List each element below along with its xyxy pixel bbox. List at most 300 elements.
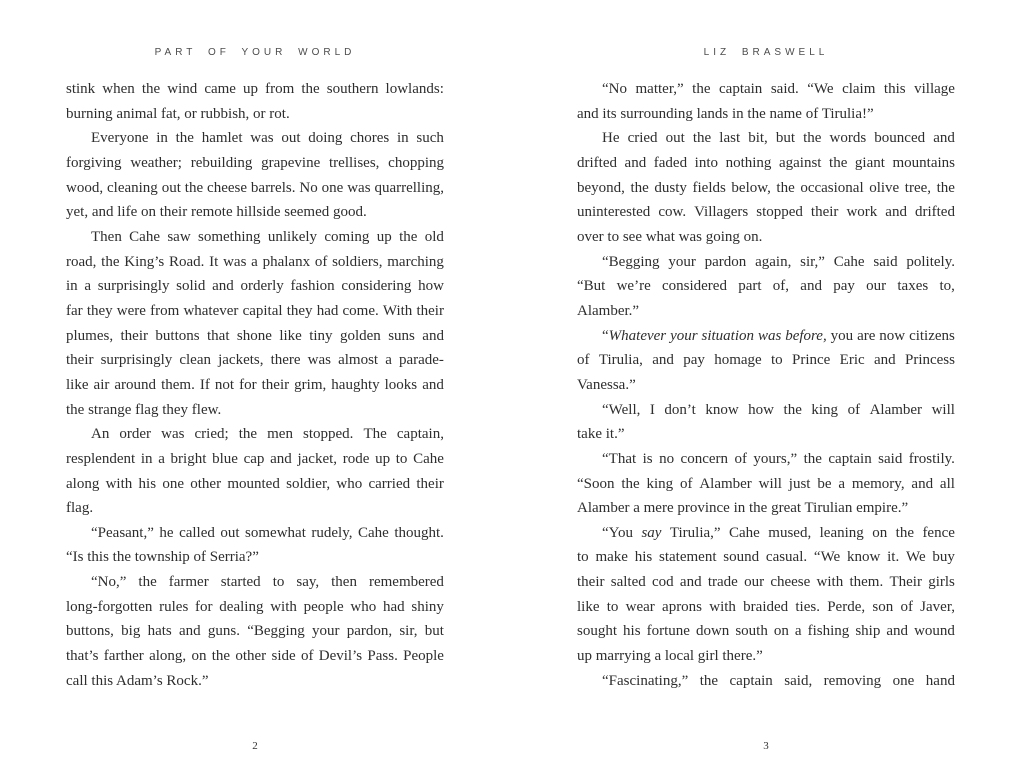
text-run: pay	[683, 352, 705, 369]
word	[830, 126, 867, 151]
text-run: “No	[602, 81, 627, 97]
word	[161, 422, 184, 447]
text-run: was	[223, 253, 247, 270]
word	[602, 250, 660, 275]
word	[824, 669, 882, 694]
word	[425, 619, 444, 644]
text-run: captain	[719, 81, 763, 97]
word	[905, 348, 955, 373]
word	[301, 77, 319, 102]
word	[385, 348, 392, 373]
text-run: son	[872, 598, 894, 615]
text-line	[577, 250, 955, 275]
word	[602, 669, 688, 694]
text-run: call this Adam’s Rock.”	[66, 672, 209, 689]
text-run: thought.	[394, 524, 444, 541]
text-run: buttons	[155, 327, 200, 344]
word	[647, 619, 690, 644]
word	[304, 595, 344, 620]
text-run: cried;	[194, 426, 229, 443]
word	[364, 422, 387, 447]
running-header-left: PART OF YOUR WORLD	[154, 47, 356, 58]
text-run: Alamber	[699, 475, 752, 492]
text-run: there	[270, 352, 301, 369]
word	[602, 447, 636, 472]
text-run: saw	[167, 228, 191, 245]
text-run: “But	[577, 278, 606, 295]
text-run: know	[846, 549, 881, 566]
word	[886, 619, 908, 644]
text-run: the	[936, 179, 955, 196]
word	[766, 545, 807, 570]
word	[179, 619, 201, 644]
text-run: not	[214, 376, 235, 393]
text-run: of	[679, 475, 693, 492]
word	[273, 570, 285, 595]
text-run: in	[66, 278, 78, 295]
text-run: coming	[324, 228, 370, 245]
text-run: Cahe	[129, 228, 160, 245]
word	[155, 324, 199, 349]
word	[789, 472, 811, 497]
word	[350, 595, 376, 620]
word	[621, 472, 639, 497]
word	[829, 151, 847, 176]
word	[332, 250, 382, 275]
word	[377, 225, 392, 250]
text-run: buttons,	[66, 623, 114, 640]
word	[914, 77, 955, 102]
text-run: Prince	[792, 352, 831, 369]
word	[102, 77, 135, 102]
word	[896, 521, 914, 546]
text-run: they	[86, 302, 113, 319]
word	[937, 176, 955, 201]
word	[708, 570, 738, 595]
text-line	[577, 644, 955, 669]
text-run: and	[911, 475, 934, 492]
text-run: bright	[170, 450, 207, 467]
word	[820, 521, 864, 546]
text-run: say,	[296, 574, 320, 591]
word	[855, 151, 885, 176]
word	[911, 472, 933, 497]
text-run: said	[878, 450, 903, 467]
word	[577, 348, 590, 373]
text-line	[577, 545, 955, 570]
word	[664, 398, 695, 423]
word	[670, 521, 721, 546]
word	[889, 570, 921, 595]
word	[101, 250, 119, 275]
word	[650, 398, 655, 423]
word	[756, 200, 803, 225]
text-run: Alamber	[869, 401, 923, 418]
text-run: marching	[387, 253, 444, 270]
word	[662, 274, 727, 299]
text-run: King’s	[124, 253, 165, 270]
word	[932, 545, 955, 570]
word	[748, 398, 774, 423]
text-run: Alamber a mere province in the great Tirulian empire.”	[577, 500, 909, 517]
word	[91, 225, 122, 250]
text-line	[66, 299, 444, 324]
word	[730, 669, 773, 694]
word	[124, 250, 164, 275]
text-line	[66, 472, 444, 497]
word	[755, 250, 791, 275]
word	[932, 398, 955, 423]
text-run: drifted	[577, 154, 617, 171]
text-run: shone	[236, 327, 272, 344]
word	[331, 373, 379, 398]
text-run: guns.	[207, 623, 240, 640]
text-run: big	[121, 623, 141, 640]
word	[900, 595, 913, 620]
text-run: old	[424, 228, 444, 245]
text-run: faded	[653, 154, 688, 171]
word	[91, 570, 126, 595]
word	[98, 274, 170, 299]
word	[66, 373, 89, 398]
word	[251, 176, 296, 201]
word	[748, 126, 768, 151]
word	[774, 619, 789, 644]
word	[694, 200, 748, 225]
word	[287, 299, 313, 324]
word	[628, 126, 658, 151]
text-line	[66, 151, 444, 176]
word	[169, 250, 204, 275]
text-run: rudely,	[311, 524, 353, 541]
word	[191, 644, 206, 669]
text-run: that’s	[66, 648, 99, 665]
word	[185, 176, 203, 201]
text-line	[577, 299, 955, 324]
word	[577, 472, 615, 497]
text-run: stopped	[756, 204, 803, 221]
text-run: the	[803, 130, 822, 147]
text-run: and	[422, 327, 444, 344]
text-run: the	[211, 648, 231, 665]
text-run: yet, and life on their remote hillside seemed good.	[66, 204, 367, 221]
text-run: the	[399, 228, 418, 245]
text-run: but	[424, 623, 444, 640]
word	[212, 447, 238, 472]
word	[847, 545, 880, 570]
text-run: People	[403, 648, 444, 665]
text-line	[577, 151, 955, 176]
text-line	[577, 102, 955, 127]
word	[347, 176, 370, 201]
text-run: up	[375, 450, 391, 467]
text-run: their	[416, 302, 444, 319]
word	[279, 324, 302, 349]
text-run: “You	[602, 524, 633, 541]
text-run: and	[800, 278, 822, 295]
text-run: of	[577, 352, 590, 369]
text-run: and	[624, 154, 647, 171]
text-run: people	[303, 598, 344, 615]
word	[738, 274, 761, 299]
word	[394, 521, 444, 546]
text-run: a	[385, 352, 392, 369]
text-run: how	[748, 401, 775, 418]
word	[729, 521, 760, 546]
word	[159, 595, 188, 620]
text-run: to	[395, 450, 408, 467]
word	[142, 77, 160, 102]
text-run: Pass.	[367, 648, 398, 665]
text-run: sought	[577, 623, 618, 640]
word	[771, 77, 799, 102]
text-run: captain	[828, 450, 872, 467]
text-run: mountains	[892, 154, 955, 171]
word	[219, 595, 263, 620]
italic-text: situation	[701, 327, 755, 344]
text-line	[66, 422, 444, 447]
text-line	[577, 348, 955, 373]
text-run: hats	[147, 623, 172, 640]
word	[227, 472, 280, 497]
word	[212, 274, 234, 299]
word	[221, 570, 261, 595]
word	[267, 422, 293, 447]
word	[84, 274, 91, 299]
text-run: when	[102, 81, 135, 97]
word	[411, 595, 444, 620]
word	[179, 521, 215, 546]
text-run: had	[316, 302, 339, 319]
word	[245, 521, 306, 546]
text-run: sir,	[399, 623, 418, 640]
text-run: in	[140, 450, 153, 467]
text-run: phalanx	[262, 253, 311, 270]
text-run: trade	[707, 574, 738, 591]
text-run: them.	[849, 574, 884, 591]
text-line	[66, 250, 444, 275]
text-run: rules	[159, 598, 189, 615]
word	[315, 250, 328, 275]
word	[874, 126, 925, 151]
word	[658, 200, 686, 225]
text-run: Villagers	[694, 204, 749, 221]
text-run: of	[734, 450, 747, 467]
word	[758, 324, 781, 349]
page-body-left	[66, 77, 444, 693]
word	[607, 595, 619, 620]
word	[319, 644, 362, 669]
text-run: lowlands:	[385, 81, 444, 97]
text-run: in	[397, 130, 409, 147]
text-run: know	[705, 401, 739, 418]
text-run: clean	[179, 352, 211, 369]
page-number-left: 2	[252, 740, 258, 752]
text-run: into	[694, 154, 718, 171]
italic-text: say	[641, 524, 662, 541]
word	[179, 348, 211, 373]
text-run: jackets,	[218, 352, 264, 369]
text-line	[66, 373, 444, 398]
word	[768, 521, 811, 546]
word	[367, 644, 397, 669]
word	[301, 644, 314, 669]
text-run: a	[838, 475, 845, 492]
text-run: the	[184, 179, 204, 196]
text-run: and	[270, 450, 292, 467]
word	[631, 176, 649, 201]
word	[696, 619, 729, 644]
text-run: ties.	[795, 598, 820, 615]
word	[599, 348, 643, 373]
word	[239, 422, 257, 447]
text-run: were	[116, 302, 146, 319]
word	[270, 595, 297, 620]
word	[329, 151, 379, 176]
text-line	[577, 669, 955, 694]
word	[204, 77, 236, 102]
text-run: chores	[350, 130, 390, 147]
text-run: long-forgotten	[66, 598, 153, 615]
text-run: No	[299, 179, 318, 196]
word	[643, 447, 653, 472]
text-run: Javer,	[920, 598, 955, 615]
word	[714, 348, 761, 373]
word	[933, 126, 955, 151]
text-run: like	[577, 598, 600, 615]
word	[879, 324, 905, 349]
text-run: cheese	[207, 179, 247, 196]
text-run: forgiving	[66, 154, 122, 171]
word	[922, 521, 954, 546]
text-run: Everyone	[91, 130, 149, 147]
word	[121, 619, 140, 644]
text-run: trellises,	[329, 154, 380, 171]
text-run: fishing	[807, 623, 850, 640]
text-run: bit,	[748, 130, 768, 147]
word	[413, 447, 444, 472]
text-run: them.	[161, 376, 195, 393]
text-run: rebuilding	[190, 154, 253, 171]
word	[873, 250, 897, 275]
text-run: dusty	[654, 179, 687, 196]
word	[202, 126, 243, 151]
word	[846, 200, 877, 225]
text-run: but	[775, 130, 796, 147]
text-run: other	[235, 648, 267, 665]
word	[416, 299, 444, 324]
word	[683, 348, 705, 373]
text-run: uninterested	[577, 204, 651, 221]
text-run: and	[422, 376, 444, 393]
text-run: fortune	[646, 623, 690, 640]
text-run: that	[207, 327, 230, 344]
text-run: with	[270, 598, 297, 615]
text-run: “We	[807, 81, 834, 97]
word	[94, 373, 110, 398]
word	[811, 200, 839, 225]
text-run: soldiers,	[332, 253, 383, 270]
word	[340, 324, 381, 349]
word	[66, 619, 114, 644]
text-line	[66, 77, 444, 102]
text-run: village	[914, 81, 955, 97]
italic-text: Whatever	[608, 327, 667, 344]
word	[169, 570, 209, 595]
word	[577, 274, 605, 299]
text-line	[66, 570, 444, 595]
word	[220, 521, 239, 546]
text-run: started	[220, 574, 261, 591]
word	[101, 348, 173, 373]
text-run: and	[886, 623, 909, 640]
text-line	[66, 496, 444, 521]
text-run: work	[846, 204, 878, 221]
word	[66, 151, 122, 176]
text-line	[66, 447, 444, 472]
word	[759, 472, 782, 497]
word	[773, 274, 789, 299]
word	[869, 176, 899, 201]
word	[159, 521, 173, 546]
word	[251, 250, 258, 275]
text-run: was	[347, 179, 371, 196]
word	[141, 447, 153, 472]
word	[636, 77, 684, 102]
word	[723, 545, 759, 570]
word	[840, 348, 865, 373]
word	[939, 274, 954, 299]
word	[383, 299, 412, 324]
text-line	[66, 348, 444, 373]
word	[897, 274, 928, 299]
text-run: the	[895, 524, 914, 541]
text-run: king	[646, 475, 674, 492]
word	[198, 225, 261, 250]
text-line	[577, 570, 955, 595]
text-run: Princess	[904, 352, 955, 369]
word	[270, 447, 292, 472]
word	[237, 324, 272, 349]
text-run: occasional	[800, 179, 864, 196]
word	[312, 619, 340, 644]
text-run: somewhat	[245, 524, 306, 541]
word	[388, 324, 415, 349]
text-run: removing	[823, 672, 882, 689]
text-run: It	[209, 253, 219, 270]
word	[358, 521, 389, 546]
word	[66, 176, 103, 201]
text-run: Eric	[839, 352, 865, 369]
word	[176, 126, 194, 151]
word	[129, 225, 160, 250]
word	[416, 126, 444, 151]
text-run: your	[311, 623, 340, 640]
text-run: farmer	[168, 574, 209, 591]
word	[91, 521, 154, 546]
text-run: around	[114, 376, 157, 393]
text-run: come.	[342, 302, 379, 319]
text-line	[577, 373, 955, 398]
text-run: a	[794, 623, 802, 640]
text-run: blue	[212, 450, 238, 467]
word	[626, 595, 655, 620]
text-run: don’t	[664, 401, 696, 418]
word	[577, 545, 589, 570]
word	[297, 447, 337, 472]
text-run: had	[382, 598, 405, 615]
text-run: the	[630, 179, 649, 196]
